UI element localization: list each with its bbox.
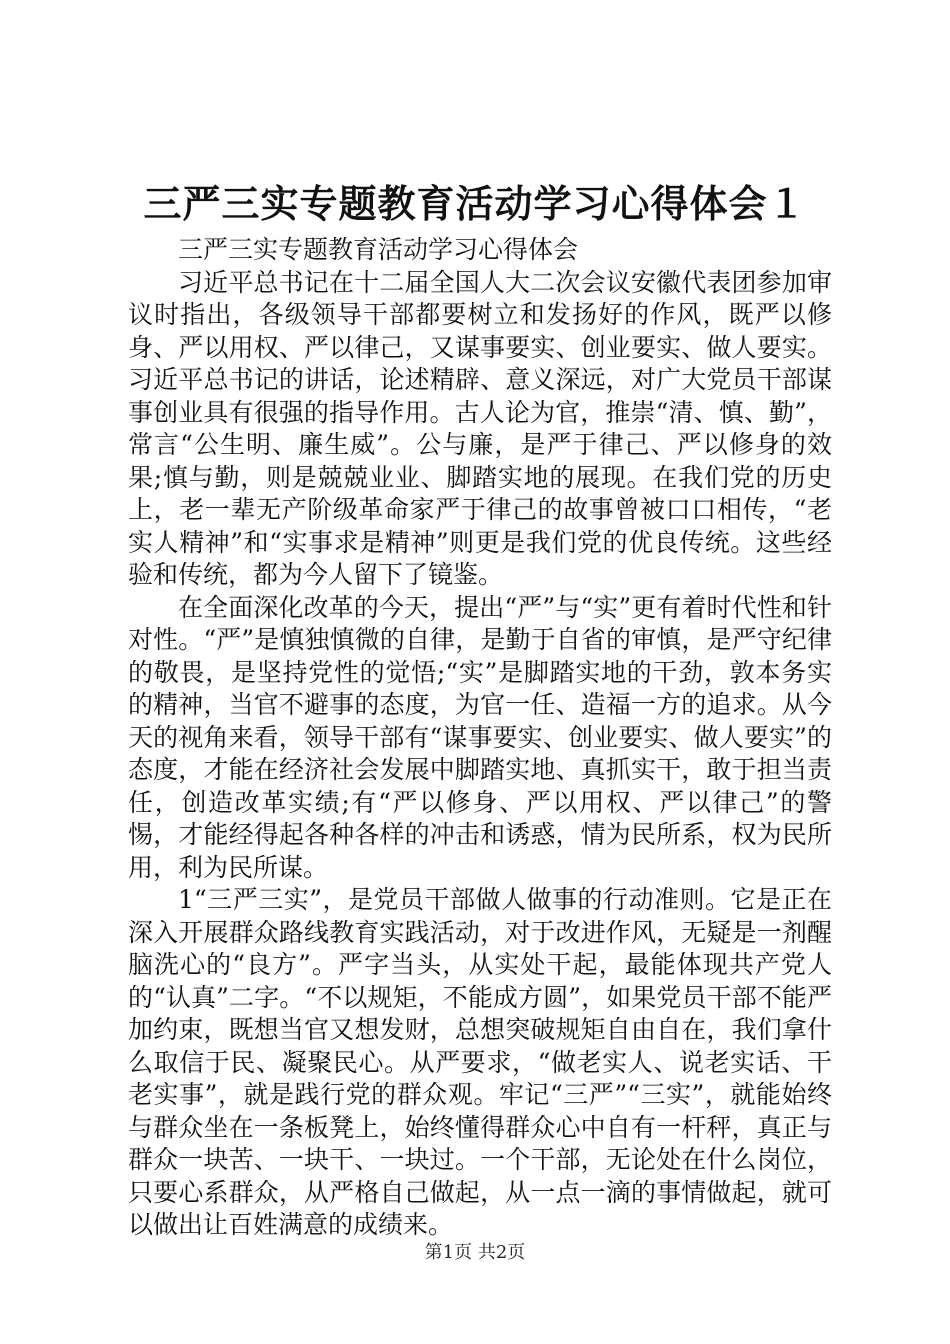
document-body [128,234,832,1242]
page-footer: 第1页 共2页 [424,1242,526,1263]
body-paragraph: 在全面深化改革的今天，提出“严”与“实”更有着时代性和针对性。“严”是慎独慎微的自律，是勤于自省的审慎，是严守纪律的敬畏，是坚持党性的觉悟;“实”是脚踏实地的干劲，敦本务实的精神，当官不避事的态度，为官一任、造福一方的追求。从今天的视角来看，领导干部有“谋事要实、创业要实、做人要实”的态度，才能在经济社会发展中脚踏实地、真抓实干，敢于担当责任，创造改革实绩;有“严以修身、严以用权、严以律己”的警惕，才能经得起各种各样的冲击和诱惑，情为民所系，权为民所用，利为民所谋。 [128,592,832,882]
body-paragraph: 1“三严三实”，是党员干部做人做事的行动准则。它是正在深入开展群众路线教育实践活动，对于改进作风，无疑是一剂醒脑洗心的“良方”。严字当头，从实处干起，最能体现共产党人的“认真”二字。“不以规矩，不能成方圆”，如果党员干部不能严加约束，既想当官又想发财，总想突破规矩自由自在，我们拿什么取信于民、凝聚民心。从严要求，“做老实人、说老实话、干老实事”，就是践行党的群众观。牢记“三严”“三实”，就能始终与群众坐在一条板凳上，始终懂得群众心中自有一杆秤，真正与群众一块苦、一块干、一块过。一个干部，无论处在什么岗位，只要心系群众，从严格自己做起，从一点一滴的事情做起，就可以做出让百姓满意的成绩来。 [128,885,832,1239]
body-paragraph: 习近平总书记在十二届全国人大二次会议安徽代表团参加审议时指出，各级领导干部都要树立和发扬好的作风，既严以修身、严以用权、严以律己，又谋事要实、创业要实、做人要实。习近平总书记的讲话，论述精辟、意义深远，对广大党员干部谋事创业具有很强的指导作用。古人论为官，推崇“清、慎、勤”，常言“公生明、廉生威”。公与廉，是严于律己、严以修身的效果;慎与勤，则是兢兢业业、脚踏实地的展现。在我们党的历史上，老一辈无产阶级革命家严于律己的故事曾被口口相传，“老实人精神”和“实事求是精神”则更是我们党的优良传统。这些经验和传统，都为今人留下了镜鉴。 [128,267,832,589]
document-subtitle: 三严三实专题教育活动学习心得体会 [178,235,579,264]
document-title: 三严三实专题教育活动学习心得体会１ [143,181,807,226]
